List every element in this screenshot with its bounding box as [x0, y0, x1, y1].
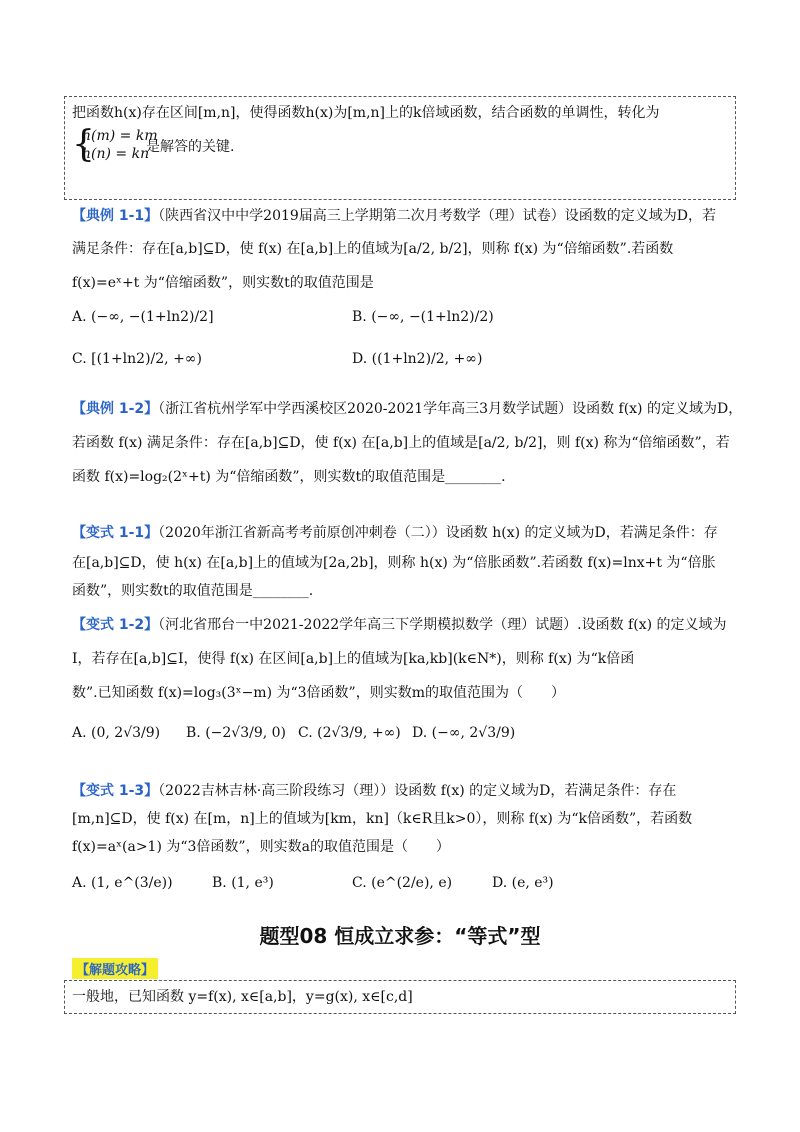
var13-line-2: [m,n]⊆D，使 f(x) 在[m，n]上的值域为[km，kn]（k∈R且k>0），则称 f(x) 为“k倍函数”，若函数	[72, 811, 693, 827]
ex11-text-1: （陕西省汉中中学2019届高三上学期第二次月考数学（理）试卷）设函数的定义域为D，若	[158, 208, 717, 224]
var11-line-3: 函数”，则实数t的取值范围是________.	[72, 583, 314, 599]
var12-line-3: 数”.已知函数 f(x)=log₃(3ˣ−m) 为“3倍函数”，则实数m的取值范围为（ ）	[72, 685, 565, 701]
var13-line-3: f(x)=aˣ(a>1) 为“3倍函数”，则实数a的取值范围是（ ）	[72, 839, 450, 855]
var12-option-a: A. (0, 2√3/9)	[72, 725, 161, 741]
var12-option-d: D. (−∞, 2√3/9)	[412, 725, 516, 741]
ex11-option-a: A. (−∞, −(1+ln2)/2]	[72, 309, 214, 325]
var11-line-2: 在[a,b]⊆D，使 h(x) 在[a,b]上的值域为[2a,2b]，则称 h(x) 为“倍胀函数”.若函数 f(x)=lnx+t 为“倍胀	[72, 555, 716, 571]
brace-icon: {	[72, 124, 95, 165]
ex11-option-c: C. [(1+ln2)/2, +∞)	[72, 351, 202, 367]
var13-option-b: B. (1, e³)	[212, 875, 274, 891]
ex11-tag: 【典例 1-1】	[72, 208, 159, 224]
var12-option-b: B. (−2√3/9, 0)	[186, 725, 287, 741]
strategy-line: 一般地，已知函数 y=f(x), x∈[a,b]，y=g(x), x∈[c,d]	[72, 989, 413, 1005]
var13-option-c: C. (e^(2/e), e)	[352, 875, 453, 891]
var12-tag: 【变式 1-2】	[72, 617, 159, 633]
var12-line-1	[72, 614, 727, 636]
sys-row-1: h(m) = km	[82, 128, 158, 144]
ex11-option-b: B. (−∞, −(1+ln2)/2)	[352, 309, 494, 325]
ex12-line-2: 若函数 f(x) 满足条件：存在[a,b]⊆D，使 f(x) 在[a,b]上的值域是[a/2, b/2]，则 f(x) 称为“倍缩函数”，若	[72, 435, 730, 451]
var11-line-1	[72, 522, 718, 544]
ex12-tag: 【典例 1-2】	[72, 401, 159, 417]
var13-option-a: A. (1, e^(3/e))	[72, 875, 173, 891]
var12-option-c: C. (2√3/9, +∞)	[298, 725, 401, 741]
var13-text-1: （2022吉林吉林·高三阶段练习（理））设函数 f(x) 的定义域为D，若满足条件：存在	[158, 783, 677, 799]
ex11-option-d: D. ((1+ln2)/2, +∞)	[352, 351, 483, 367]
ex11-line-3: f(x)=eˣ+t 为“倍缩函数”，则实数t的取值范围是	[72, 275, 374, 291]
ex12-line-1	[72, 398, 742, 420]
sys-suffix: 是解答的关键.	[146, 139, 235, 155]
var12-line-2: I，若存在[a,b]⊆I，使得 f(x) 在区间[a,b]上的值域为[ka,kb](k∈N*)，则称 f(x) 为“k倍函	[72, 651, 635, 667]
equation-system	[72, 124, 158, 165]
var13-tag: 【变式 1-3】	[72, 783, 159, 799]
var13-option-d: D. (e, e³)	[492, 875, 554, 891]
ex11-line-1	[72, 205, 716, 227]
var11-text-1: （2020年浙江省新高考考前原创冲刺卷（二））设函数 h(x) 的定义域为D，若满足条件：存	[158, 525, 718, 541]
var11-tag: 【变式 1-1】	[72, 525, 159, 541]
ex11-line-2: 满足条件：存在[a,b]⊆D，使 f(x) 在[a,b]上的值域为[a/2, b/2]，则称 f(x) 为“倍缩函数”.若函数	[72, 241, 674, 257]
ex12-text-1: （浙江省杭州学军中学西溪校区2020-2021学年高三3月数学试题）设函数 f(x) 的定义域为D，	[158, 401, 743, 417]
section-title: 题型08 恒成立求参：“等式”型	[259, 924, 541, 948]
ex12-line-3: 函数 f(x)=log₂(2ˣ+t) 为“倍缩函数”，则实数t的取值范围是________.	[72, 469, 506, 485]
var12-text-1: （河北省邢台一中2021-2022学年高三下学期模拟数学（理）试题）.设函数 f(x) 的定义域为	[158, 617, 727, 633]
var13-line-1	[72, 780, 676, 802]
strategy-tag: 【解题攻略】	[72, 958, 158, 979]
tip-line-1: 把函数h(x)存在区间[m,n]，使得函数h(x)为[m,n]上的k倍域函数，结合函数的单调性，转化为	[72, 105, 660, 121]
sys-row-2: h(n) = kn	[82, 146, 150, 162]
